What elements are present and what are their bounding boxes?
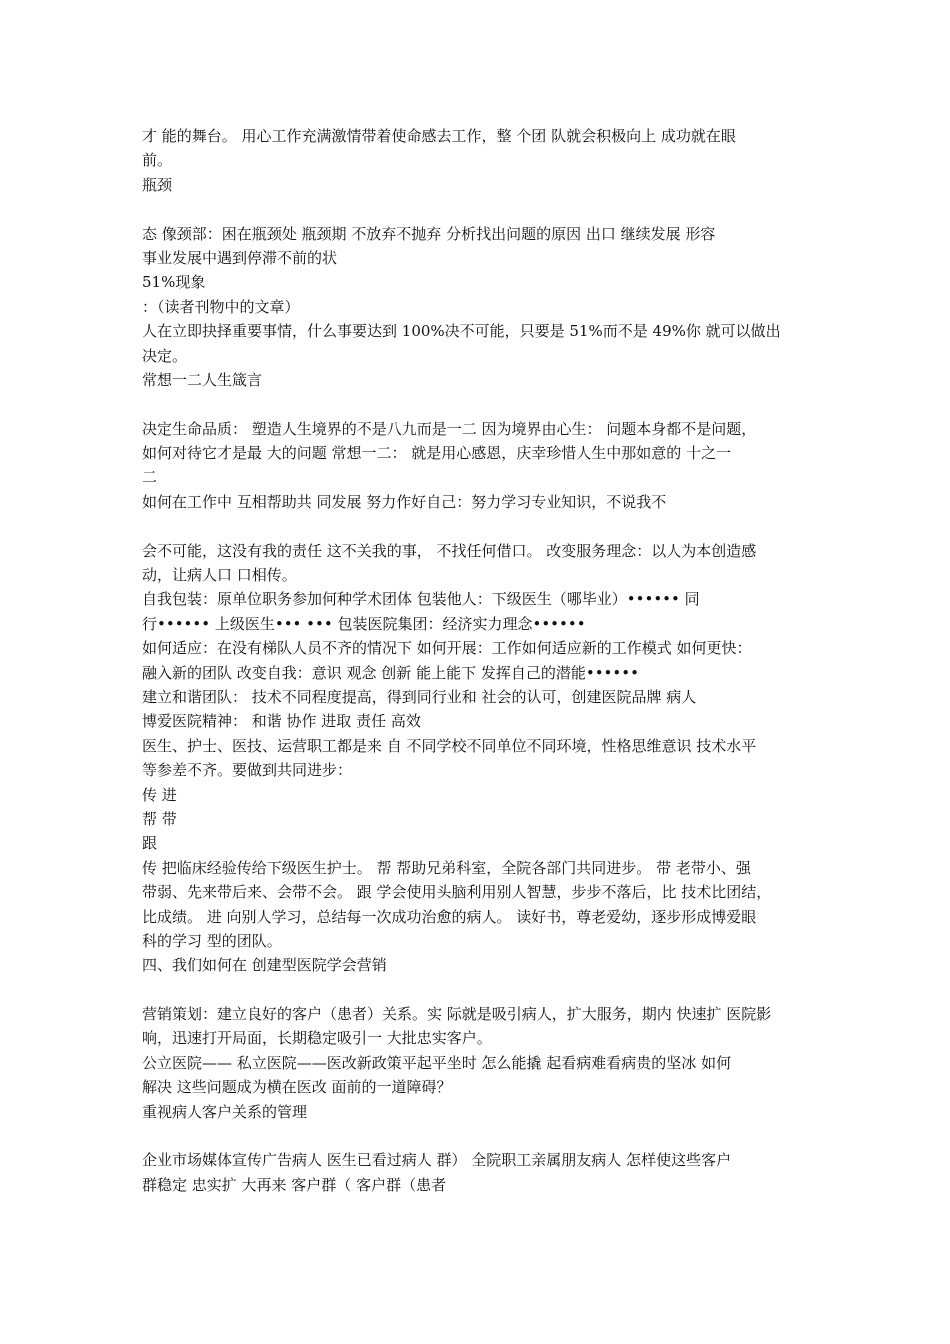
text-line: ：（读者刊物中的文章） <box>142 297 300 316</box>
text-line: 前。 <box>142 151 173 170</box>
text-line: 态 像颈部：困在瓶颈处 瓶颈期 不放弃不抛弃 分析找出问题的原因 出口 继续发展 形容 <box>142 224 716 243</box>
text-line: 传 把临床经验传给下级医生护士。 帮 帮助兄弟科室，全院各部门共同进步。 带 老带小、强 <box>142 858 751 877</box>
blank-line <box>142 392 812 416</box>
text-line: 群稳定 忠实扩 大再来 客户群（ 客户群（患者 <box>142 1175 447 1194</box>
text-line: 才 能的舞台。 用心工作充满激情带着使命感去工作，整 个团 队就会积极向上 成功就在眼 <box>142 127 736 145</box>
text-line: 事业发展中遇到停滞不前的状 <box>142 248 338 267</box>
text-line: 如何在工作中 互相帮助共 同发展 努力作好自己：努力学习专业知识，不说我不 <box>142 492 667 511</box>
text-line: 响，迅速打开局面，长期稳定吸引一 大批忠实客户。 <box>142 1029 492 1048</box>
document-body <box>142 124 812 1197</box>
text-line: 如何对待它才是最 大的问题 常想一二： 就是用心感恩，庆幸珍惜人生中那如意的 十之一 <box>142 444 732 463</box>
text-line: 行•••••• 上级医生••• ••• 包装医院集团：经济实力理念•••••• <box>142 614 586 633</box>
text-line: 营销策划：建立良好的客户（患者）关系。实 际就是吸引病人，扩大服务，期内 快速扩 医院影 <box>142 1005 772 1024</box>
blank-line <box>142 514 812 538</box>
text-line: 会不可能，这没有我的责任 这不关我的事， 不找任何借口。 改变服务理念：以人为本创造感 <box>142 541 757 560</box>
blank-line <box>142 197 812 221</box>
text-line: 比成绩。 进 向别人学习，总结每一次成功治愈的病人。 读好书，尊老爱幼，逐步形成博爱眼 <box>142 907 757 926</box>
text-line: 帮 带 <box>142 809 177 828</box>
text-line: 带弱、先来带后来、会带不会。 跟 学会使用头脑利用别人智慧，步步不落后，比 技术比团结， <box>142 883 772 902</box>
text-line: 决定生命品质： 塑造人生境界的不是八九而是一二 因为境界由心生： 问题本身都不是问题， <box>142 419 757 438</box>
text-line: 科的学习 型的团队。 <box>142 931 282 950</box>
text-line: 二 <box>142 468 158 487</box>
text-line: 跟 <box>142 834 158 853</box>
text-line: 如何适应：在没有梯队人员不齐的情况下 如何开展：工作如何适应新的工作模式 如何更快： <box>142 639 752 658</box>
text-line: 自我包装：原单位职务参加何种学术团体 包装他人：下级医生（哪毕业）•••••• 同 <box>142 590 700 609</box>
text-line: 公立医院—— 私立医院——医改新政策平起平坐时 怎么能撬 起看病难看病贵的坚冰 如何 <box>142 1053 732 1072</box>
text-line: 重视病人客户关系的管理 <box>142 1102 308 1121</box>
blank-line <box>142 978 812 1002</box>
text-line: 51%现象 <box>142 273 206 292</box>
text-line: 瓶颈 <box>142 175 173 194</box>
text-line: 企业市场媒体宣传广告病人 医生已看过病人 群） 全院职工亲属朋友病人 怎样使这些客户 <box>142 1151 732 1170</box>
text-line: 传 进 <box>142 785 177 804</box>
text-line: 等参差不齐。要做到共同进步： <box>142 761 353 780</box>
text-line: 博爱医院精神： 和谐 协作 进取 责任 高效 <box>142 712 421 731</box>
text-line: 医生、护士、医技、运营职工都是来 自 不同学校不同单位不同环境，性格思维意识 技术水平 <box>142 736 757 755</box>
text-line: 融入新的团队 改变自我：意识 观念 创新 能上能下 发挥自己的潜能•••••• <box>142 663 639 682</box>
text-line: 常想一二人生箴言 <box>142 370 263 389</box>
text-line: 人在立即抉择重要事情，什么事要达到 100%决不可能，只要是 51%而不是 49%你 就可以做出 <box>142 322 781 341</box>
text-line: 动，让病人口 口相传。 <box>142 566 297 585</box>
text-line: 决定。 <box>142 346 188 365</box>
text-line: 解决 这些问题成为横在医改 面前的一道障碍？ <box>142 1078 452 1097</box>
text-line: 建立和谐团队： 技术不同程度提高，得到同行业和 社会的认可，创建医院品牌 病人 <box>142 687 697 706</box>
blank-line <box>142 1124 812 1148</box>
text-line: 四、我们如何在 创建型医院学会营销 <box>142 956 387 975</box>
